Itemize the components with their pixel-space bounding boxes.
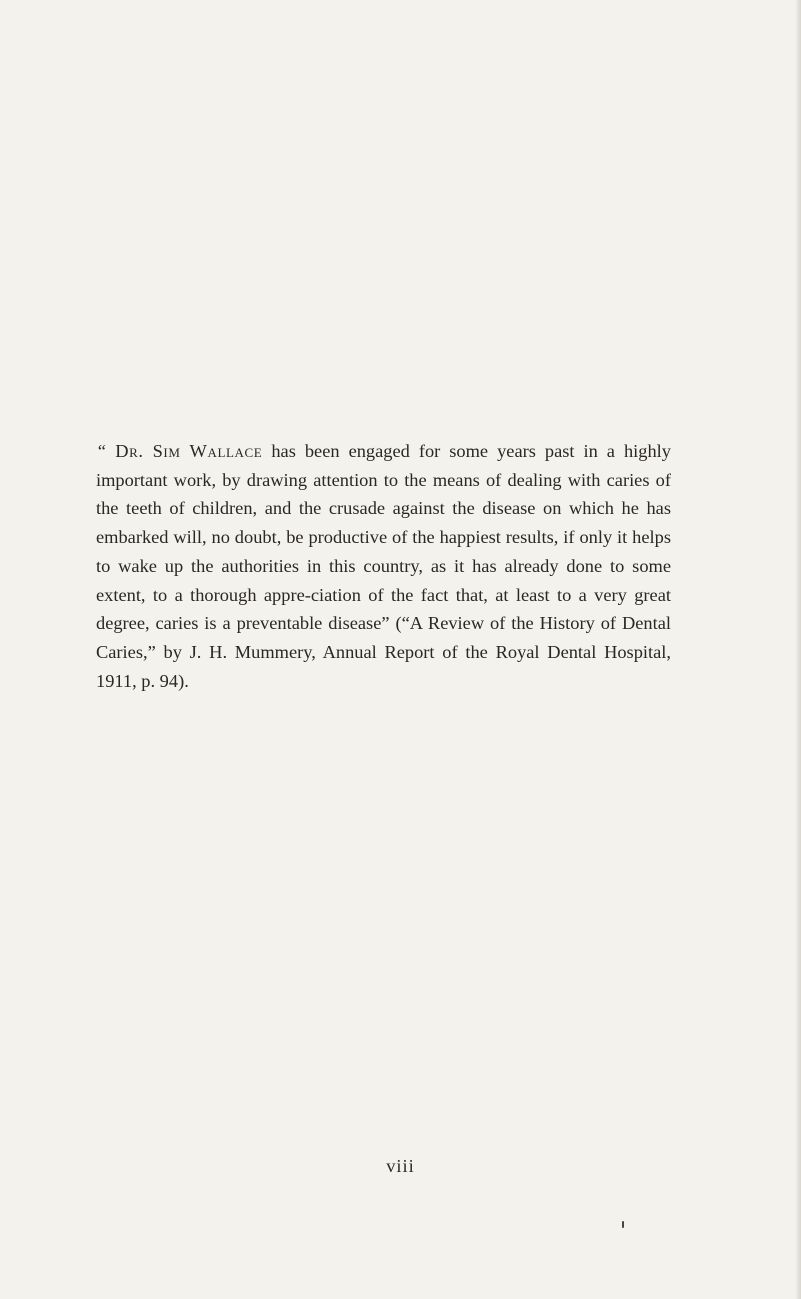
quotation-body: has been engaged for some years past in a highly important work, by drawing attention to the means of dealing with caries of the teeth of children, and the crusade against the disease on which he has embarked will, no doubt, be productive of the happiest results, if only it helps to wake up the authorities in this country, as it has already done to some extent, to a thorough appre-ciation of the fact that, at least to a very great degree, caries is a preventable disease” bbox=[96, 441, 671, 634]
author-first-name: Sim bbox=[152, 441, 181, 461]
opening-quote-mark: “ bbox=[96, 441, 107, 461]
author-title: Dr. bbox=[115, 441, 144, 461]
page-number: viii bbox=[386, 1156, 415, 1176]
author-surname: Wallace bbox=[189, 441, 263, 461]
citation: (“A Review of the History of Dental Caries,” by J. H. Mummery, Annual Report of the Royal Dental Hospital, 1911, p. 94). bbox=[96, 613, 671, 691]
paper-speck bbox=[622, 1221, 624, 1228]
page-edge-shadow bbox=[795, 0, 801, 1299]
quotation-paragraph bbox=[96, 437, 671, 695]
